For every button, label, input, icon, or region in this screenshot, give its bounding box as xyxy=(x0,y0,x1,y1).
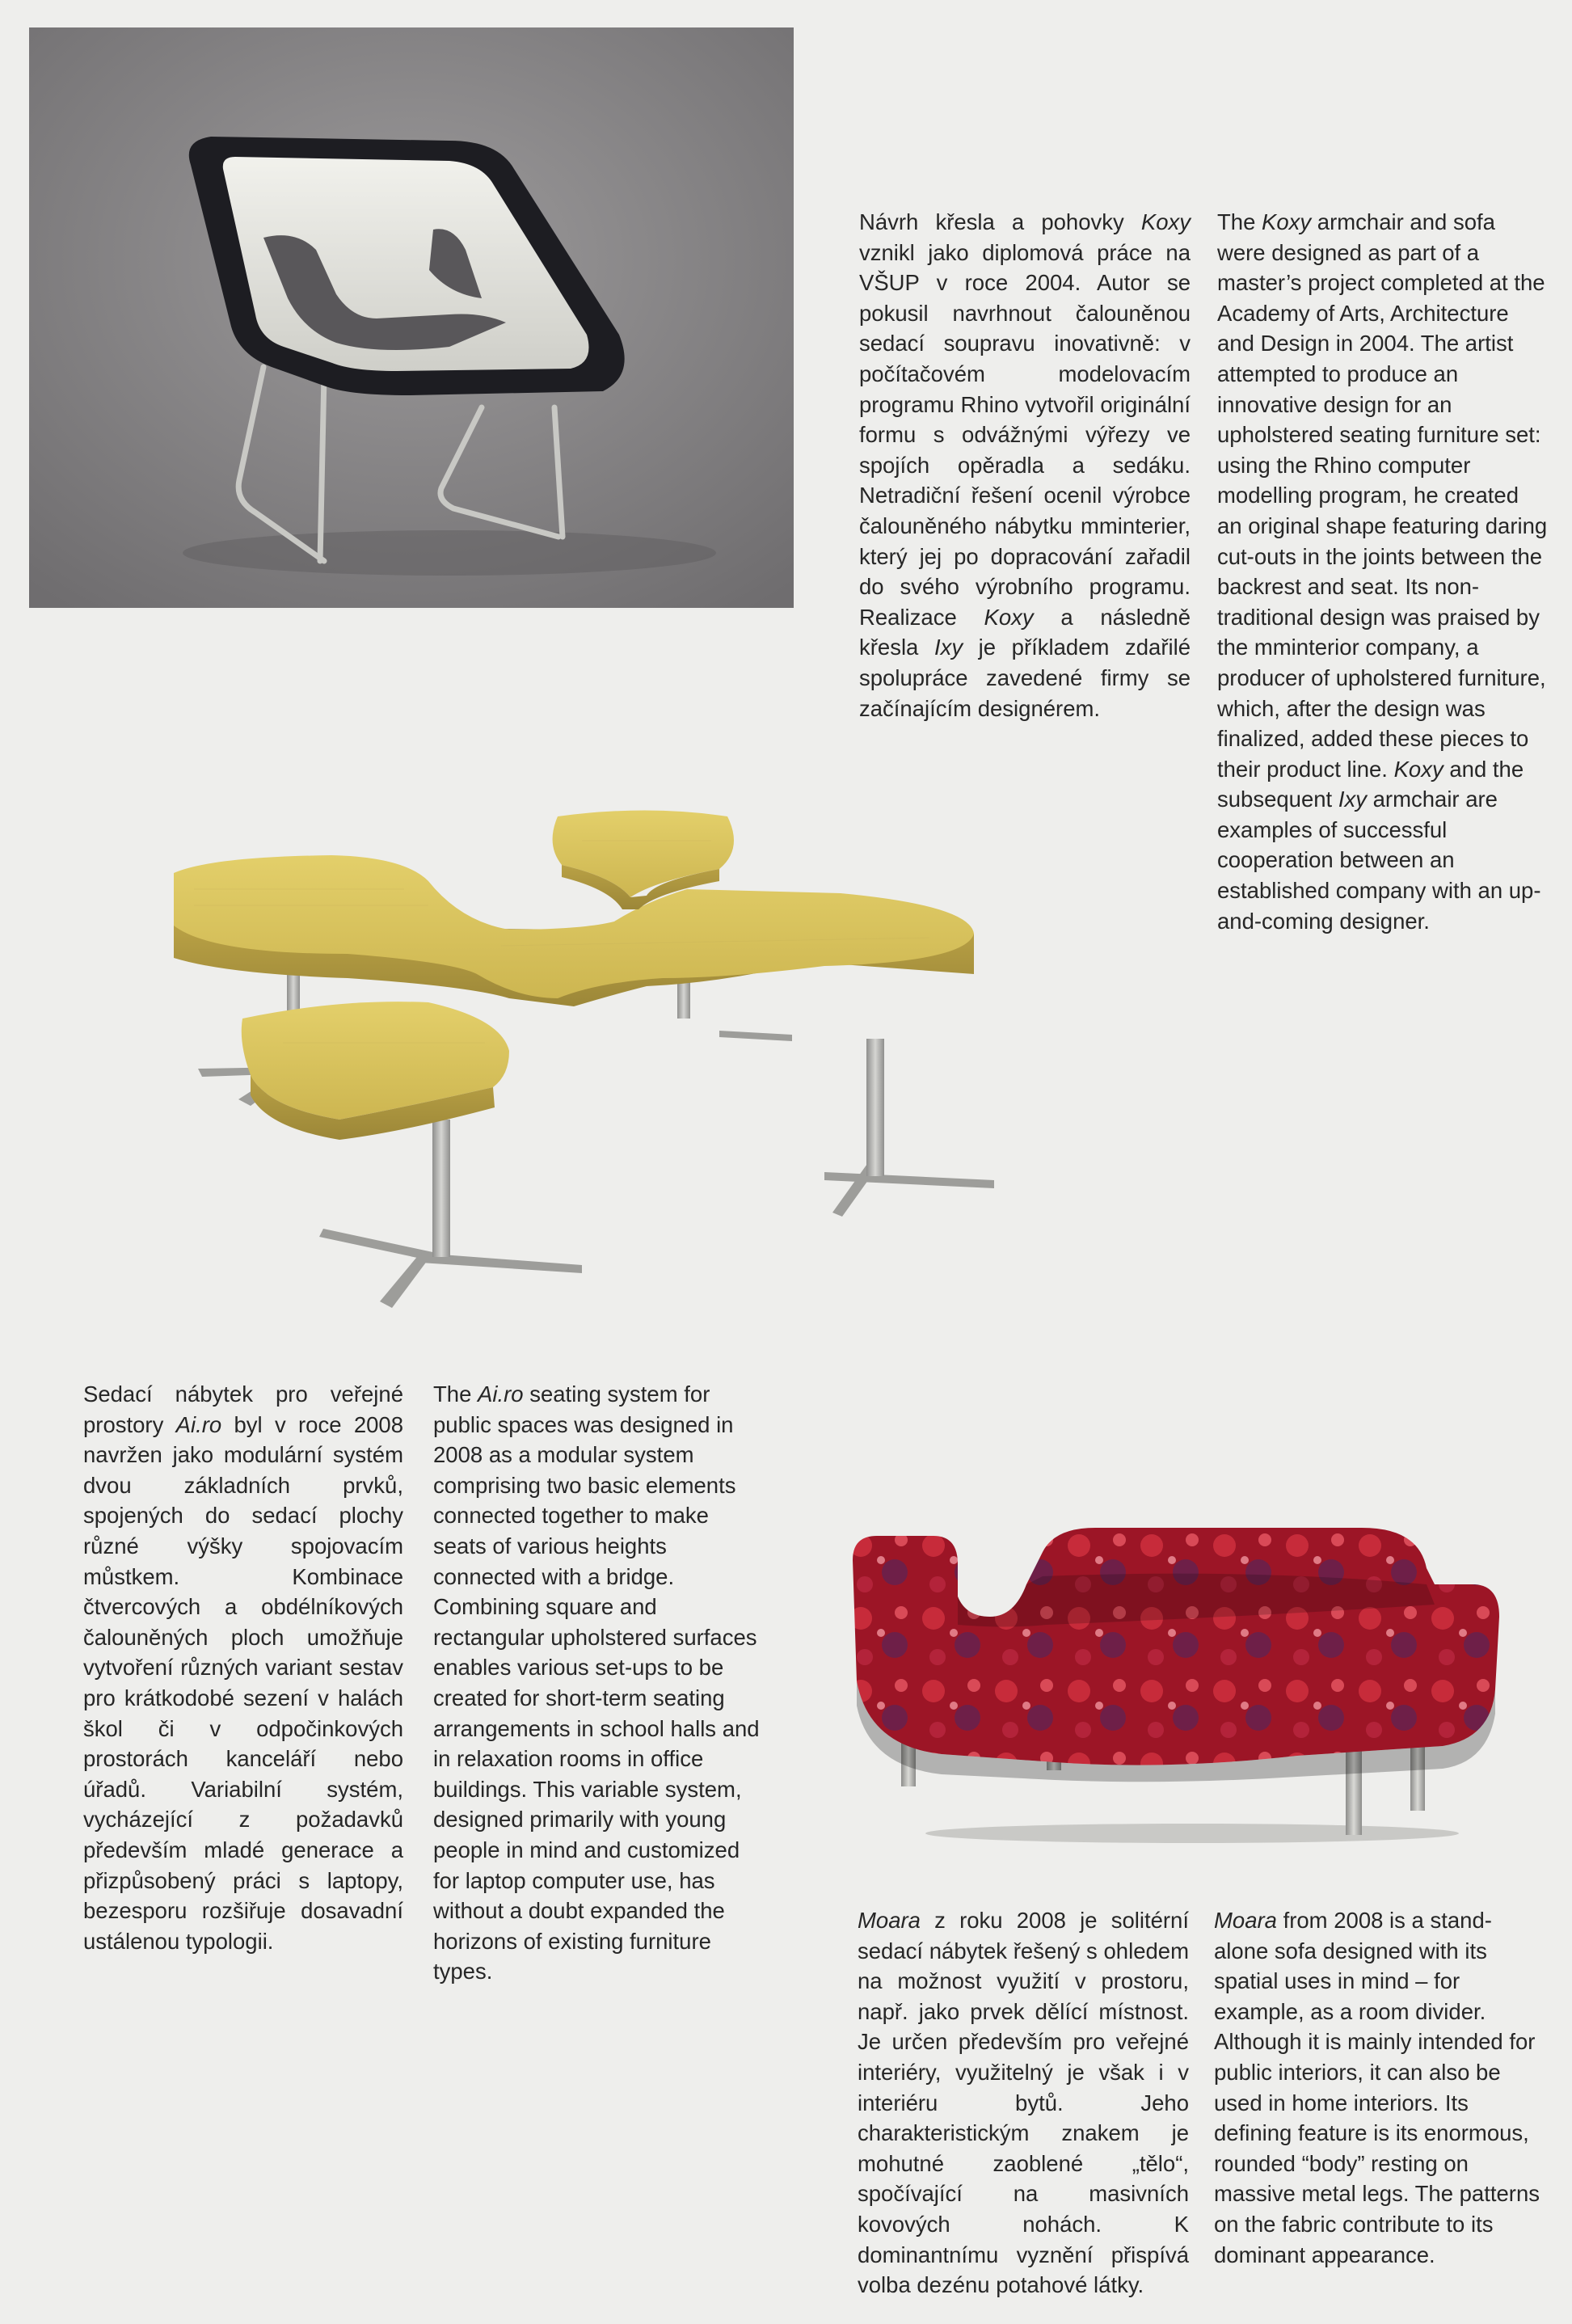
koxy-text-cz xyxy=(859,207,1191,723)
product-name: Moara xyxy=(858,1908,921,1933)
product-name: Ai.ro xyxy=(478,1381,524,1407)
airo-paragraph-cz: Sedací nábytek pro veřejné prostory Ai.ro byl v roce 2008 navržen jako modulární systém dvou základních prvků, spojených do sedací plochy různé výšky spojovacím můstkem. Kombinace čtvercových a obdélníkových čalouněných ploch umožňuje vytvoření různých variant sestav pro krátkodobé sezení v halách škol či v odpočinkových prostorách kanceláří nebo úřadů. Variabilní systém, vycházející z požadavků především mladé generace a přizpůsobený práci s laptopy, bezesporu rozšiřuje dosavadní ustálenou typologii. xyxy=(83,1381,404,1954)
product-name: Koxy xyxy=(1140,209,1191,234)
koxy-text-en xyxy=(1217,207,1549,936)
product-name: Koxy xyxy=(1393,756,1443,782)
moara-sofa-photo xyxy=(845,1528,1507,1851)
product-name: Koxy xyxy=(1262,209,1312,234)
armchair-icon xyxy=(29,27,794,608)
product-name: Ixy xyxy=(1338,787,1367,812)
moara-text-cz xyxy=(858,1905,1189,2301)
airo-seating-photo xyxy=(162,800,1051,1318)
airo-paragraph-en: The Ai.ro seating system for public spaces was designed in 2008 as a modular system comprising two basic elements connected together to make seats of various heights connected with a bridge. Combining square and rectangular upholstered surfaces enables various set-ups to be created for short-term seating arrangements in school halls and in relaxation rooms in office buildings. This variable system, designed primarily with young people in mind and customized for laptop computer use, has without a doubt expanded the horizons of existing furniture types. xyxy=(433,1381,760,1984)
koxy-paragraph-en: The Koxy armchair and sofa were designed as part of a master’s project completed at the Academy of Arts, Architecture and Design in 2004. The artist attempted to produce an innovative design for an upholstered seating furniture set: using the Rhino computer modelling program, he created an original shape featuring daring cut-outs in the joints between the backrest and seat. Its non-traditional design was praised by the mminterior company, a producer of upholstered furniture, which, after the design was finalized, added these pieces to their product line. Koxy and the subsequent Ixy armchair are examples of successful cooperation between an established company with an up-and-coming designer. xyxy=(1217,209,1548,934)
airo-text-cz xyxy=(83,1379,403,1956)
moara-paragraph-en: Moara from 2008 is a stand-alone sofa designed with its spatial uses in mind – for example, as a room divider. Although it is mainly intended for public interiors, it can also be used in home interiors. Its defining feature is its enormous, rounded “body” resting on massive metal legs. The patterns on the fabric contribute to its dominant appearance. xyxy=(1214,1908,1540,2267)
airo-text-en xyxy=(433,1379,765,1987)
product-name: Moara xyxy=(1214,1908,1277,1933)
koxy-paragraph-cz: Návrh křesla a pohovky Koxy vznikl jako diplomová práce na VŠUP v roce 2004. Autor se pokusil navrhnout čalouněnou sedací soupravu inovativně: v počítačovém modelovacím programu Rhino vytvořil originální formu s odvážnými výřezy ve spojích opěradla a sedáku. Netradiční řešení ocenil výrobce čalouněného nábytku mminterier, který jej po dopracování zařadil do svého výrobního programu. Realizace Koxy a následně křesla Ixy je příkladem zdařilé spolupráce zavedené firmy se začínajícím designérem. xyxy=(859,209,1191,721)
sofa-icon xyxy=(845,1528,1507,1851)
koxy-armchair-photo xyxy=(29,27,794,608)
product-name: Ixy xyxy=(934,635,963,660)
modular-seat-icon xyxy=(162,800,1051,1318)
moara-text-en xyxy=(1214,1905,1545,2270)
product-name: Koxy xyxy=(984,604,1034,630)
product-name: Ai.ro xyxy=(175,1411,222,1437)
moara-paragraph-cz: Moara z roku 2008 je solitérní sedací nábytek řešený s ohledem na možnost využití v prostoru, např. jako prvek dělící místnost. Je určen především pro veřejné interiéry, využitelný je však i v interiéru bytů. Jeho charakteristickým znakem je mohutné zaoblené „tělo“, spočívající na masivních kovových nohách. K dominantnímu vyznění přispívá volba dezénu potahové látky. xyxy=(858,1908,1189,2298)
